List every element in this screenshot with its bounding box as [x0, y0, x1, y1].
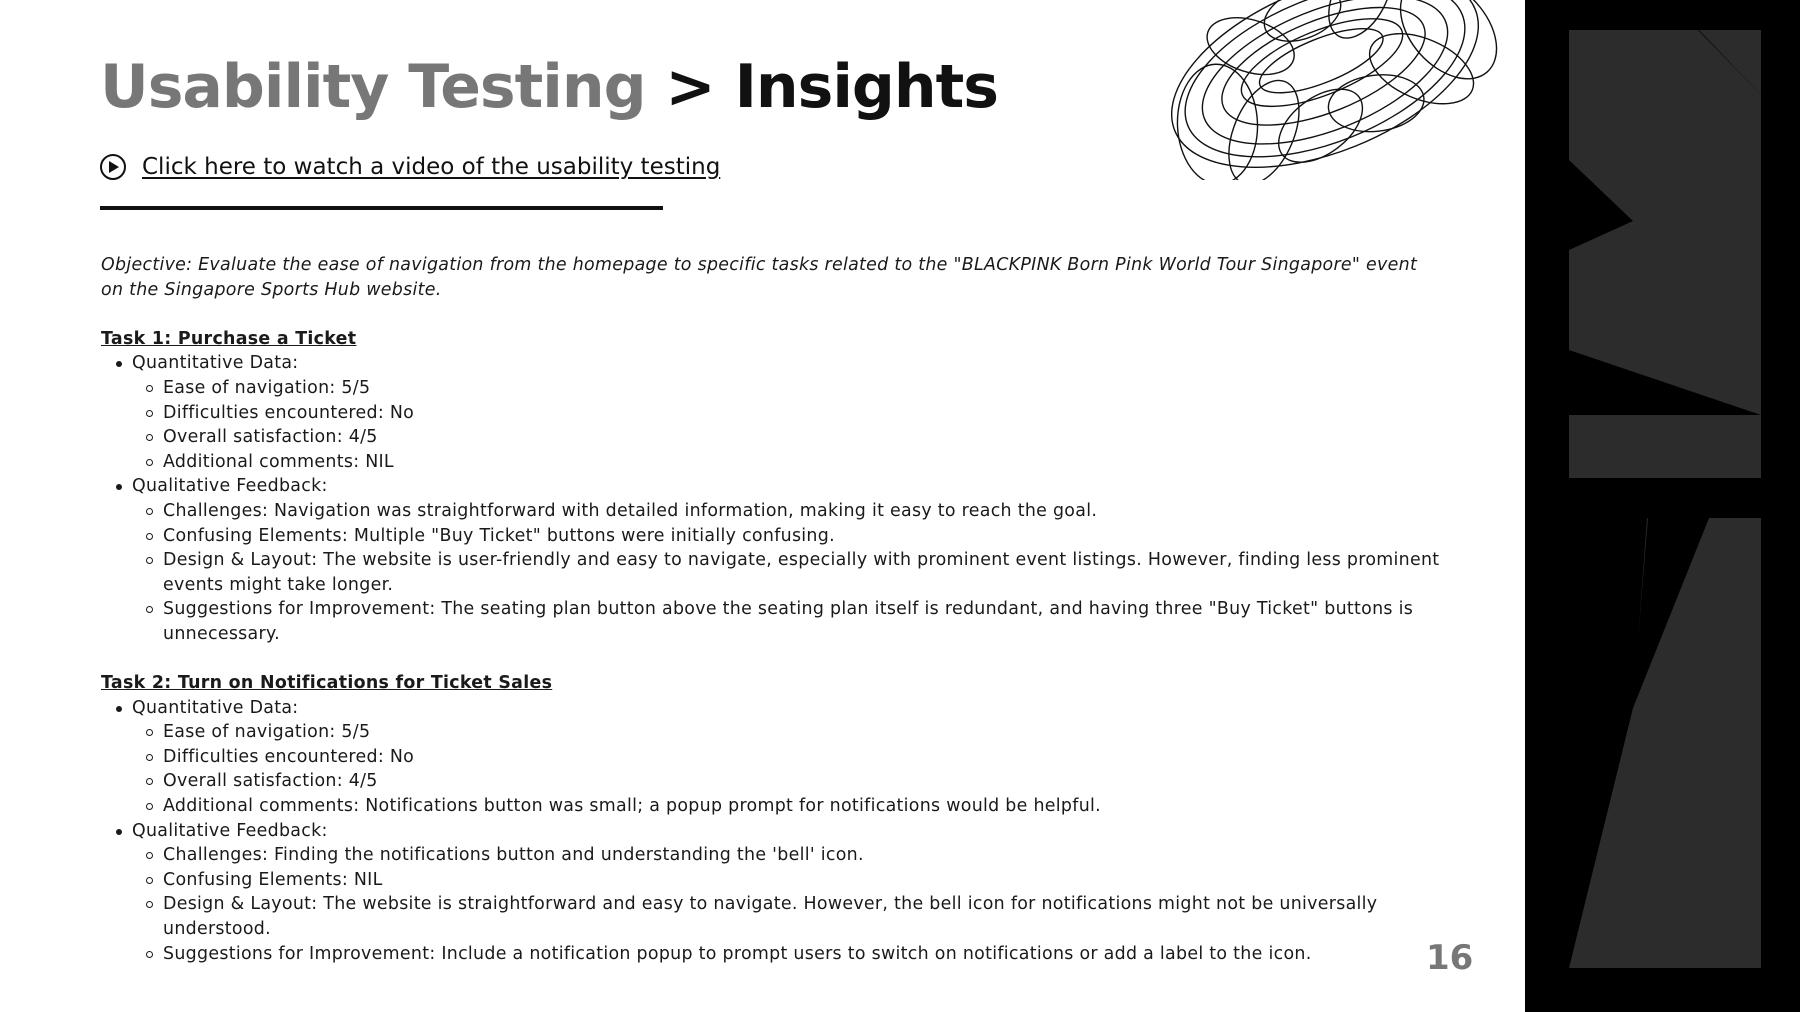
play-circle-icon	[100, 154, 126, 180]
list-item: Design & Layout: The website is straightforward and easy to navigate. However, the bell icon for notifications might not be universally understood.	[132, 892, 1441, 941]
title-section: Usability Testing	[100, 52, 646, 122]
list-item	[101, 351, 1441, 474]
page-title	[100, 52, 998, 122]
list-item	[101, 474, 1441, 646]
qual-label: Qualitative Feedback:	[132, 820, 328, 841]
title-subsection: > Insights	[665, 52, 998, 122]
task-1-title: Task 1: Purchase a Ticket	[101, 328, 357, 349]
page-number: 16	[1426, 938, 1474, 978]
list-item: Overall satisfaction: 4/5	[132, 769, 1441, 794]
list-item: Additional comments: NIL	[132, 450, 1441, 475]
list-item: Suggestions for Improvement: The seating plan button above the seating plan itself is redundant, and having three "Buy Ticket" buttons is unnecessary.	[132, 597, 1441, 646]
list-item: Ease of navigation: 5/5	[132, 720, 1441, 745]
list-item	[101, 696, 1441, 819]
list-item: Additional comments: Notifications button was small; a popup prompt for notifications would be helpful.	[132, 794, 1441, 819]
title-divider	[100, 206, 663, 210]
abstract-letter-shapes-graphic	[1525, 0, 1800, 1012]
list-item: Difficulties encountered: No	[132, 745, 1441, 770]
list-item: Difficulties encountered: No	[132, 401, 1441, 426]
list-item: Design & Layout: The website is user-friendly and easy to navigate, especially with prominent event listings. However, finding less prominent events might take longer.	[132, 548, 1441, 597]
list-item: Confusing Elements: NIL	[132, 868, 1441, 893]
list-item: Overall satisfaction: 4/5	[132, 425, 1441, 450]
list-item: Confusing Elements: Multiple "Buy Ticket" buttons were initially confusing.	[132, 524, 1441, 549]
list-item: Challenges: Navigation was straightforward with detailed information, making it easy to reach the goal.	[132, 499, 1441, 524]
task-2-title: Task 2: Turn on Notifications for Ticket Sales	[101, 673, 553, 694]
list-item: Suggestions for Improvement: Include a notification popup to prompt users to switch on notifications or add a label to the icon.	[132, 942, 1441, 967]
insights-content	[101, 253, 1441, 966]
video-link-label[interactable]: Click here to watch a video of the usability testing	[142, 154, 721, 180]
task-2-list	[101, 696, 1441, 967]
task-1-list	[101, 351, 1441, 646]
video-link[interactable]	[100, 154, 720, 180]
list-item: Ease of navigation: 5/5	[132, 376, 1441, 401]
list-item	[101, 819, 1441, 967]
list-item: Challenges: Finding the notifications button and understanding the 'bell' icon.	[132, 843, 1441, 868]
objective-text: Objective: Evaluate the ease of navigation from the homepage to specific tasks related to the "BLACKPINK Born Pink World Tour Singapore" event on the Singapore Sports Hub website.	[101, 255, 1418, 300]
wireframe-torus-graphic	[1150, 0, 1500, 180]
quant-label: Quantitative Data:	[132, 353, 299, 374]
qual-label: Qualitative Feedback:	[132, 476, 328, 497]
quant-label: Quantitative Data:	[132, 697, 299, 718]
